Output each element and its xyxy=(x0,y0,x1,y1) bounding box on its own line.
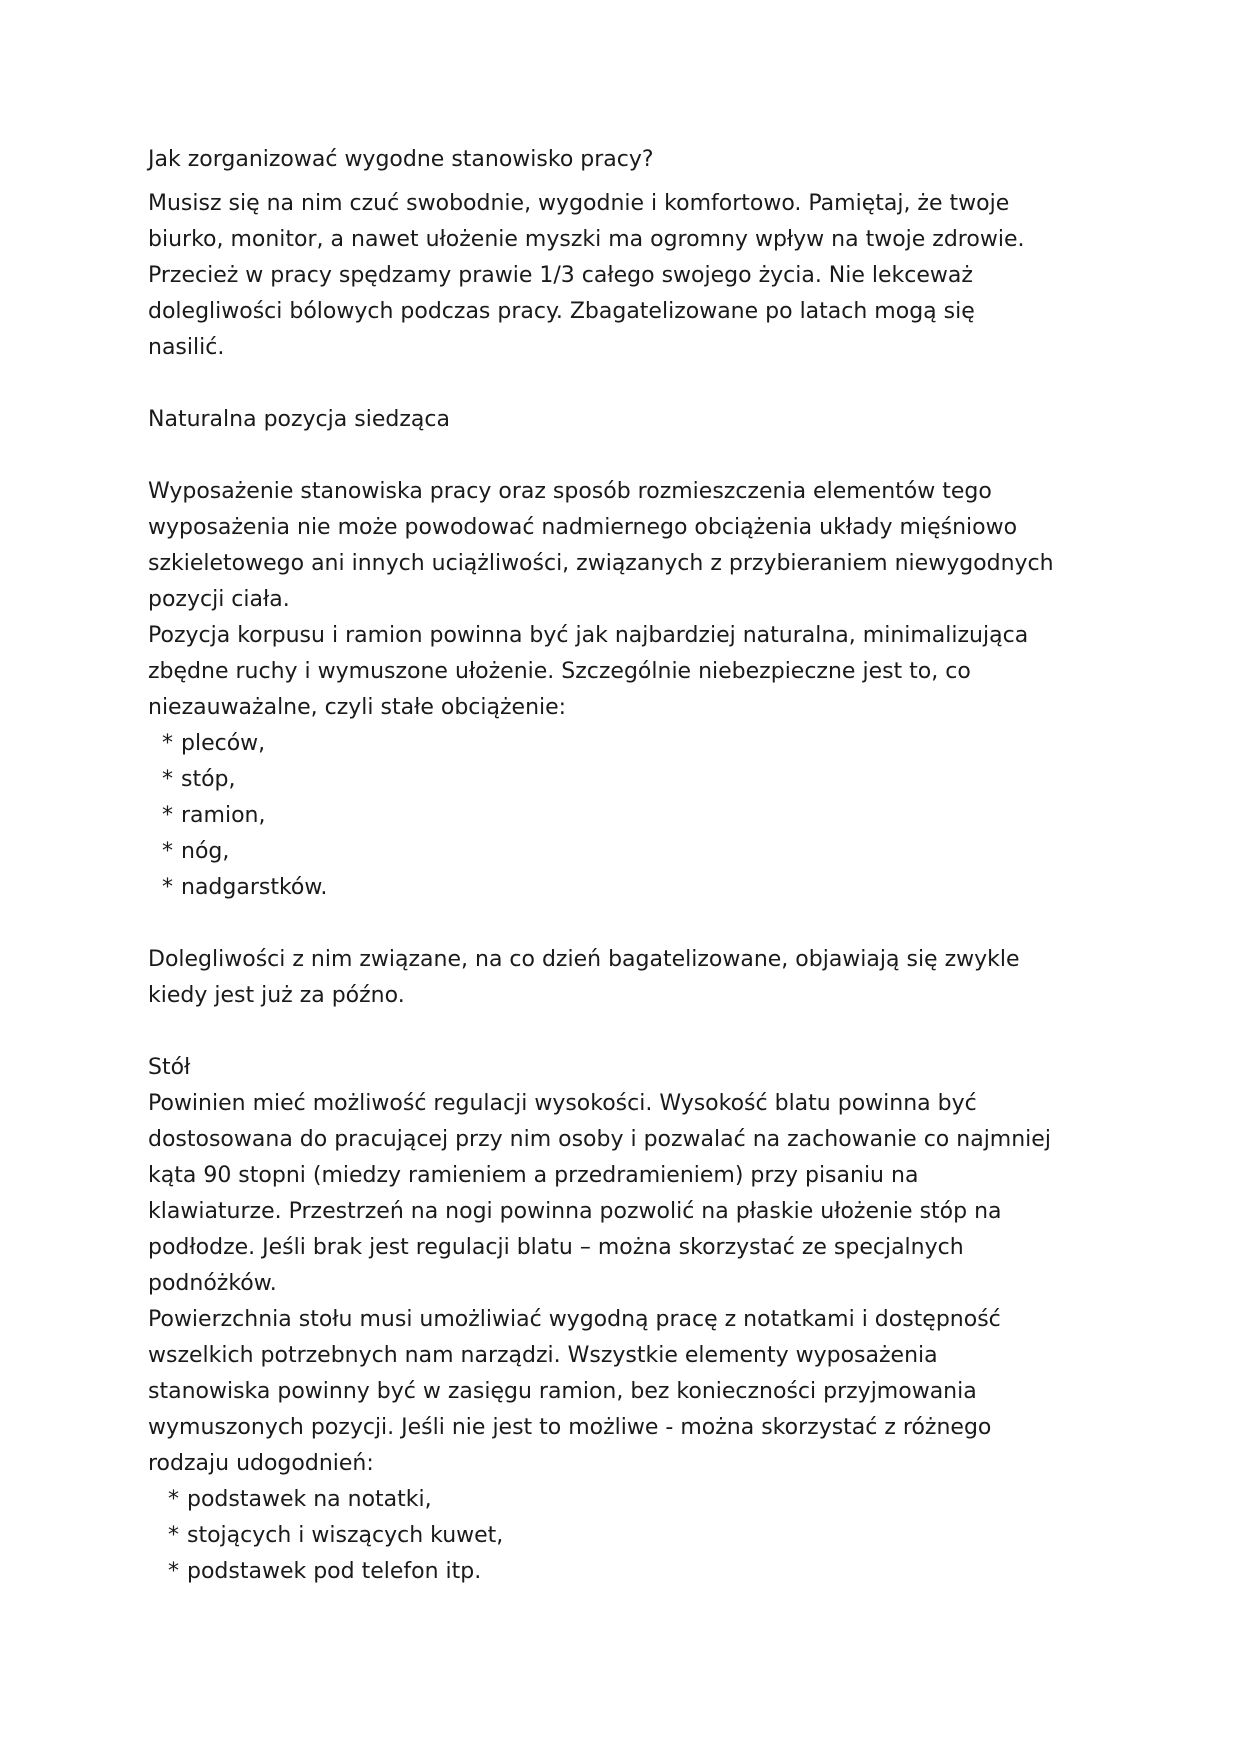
section-heading-table: Stół xyxy=(148,1055,191,1080)
list-item-text: pleców, xyxy=(181,731,266,756)
list-item xyxy=(148,762,1108,798)
table-list xyxy=(148,1482,1108,1590)
posture-list xyxy=(148,726,1108,906)
intro-paragraph: Musisz się na nim czuć swobodnie, wygodnie i komfortowo. Pamiętaj, że twoje biurko, monitor, a nawet ułożenie myszki ma ogromny wpływ na twoje zdrowie. Przecież w pracy spędzamy prawie 1/3 całego swojego życia. Nie lekceważ dolegliwości bólowych podczas pracy. Zbagatelizowane po latach mogą się nasilić. xyxy=(148,191,1025,360)
document-page xyxy=(148,142,1108,1590)
spacer xyxy=(148,906,1108,942)
spacer xyxy=(148,438,1108,474)
bullet-star: * xyxy=(162,803,173,828)
document-title: Jak zorganizować wygodne stanowisko pracy? xyxy=(148,147,654,172)
bullet-star: * xyxy=(168,1487,179,1512)
posture-paragraph-2: Pozycja korpusu i ramion powinna być jak najbardziej naturalna, minimalizująca zbędne ruchy i wymuszone ułożenie. Szczególnie niebezpieczne jest to, co niezauważalne, czyli stałe obciążenie: xyxy=(148,623,1029,720)
bullet-star: * xyxy=(162,839,173,864)
bullet-star: * xyxy=(168,1559,179,1584)
list-item-text: ramion, xyxy=(181,803,266,828)
list-item-text: stóp, xyxy=(181,767,236,792)
list-item-text: podstawek pod telefon itp. xyxy=(187,1559,482,1584)
bullet-star: * xyxy=(162,875,173,900)
section-heading-posture: Naturalna pozycja siedząca xyxy=(148,407,450,432)
spacer xyxy=(148,366,1108,402)
table-paragraph-2: Powierzchnia stołu musi umożliwiać wygodną pracę z notatkami i dostępność wszelkich potrzebnych nam narządzi. Wszystkie elementy wyposażenia stanowiska powinny być w zasięgu ramion, bez konieczności przyjmowania wymuszonych pozycji. Jeśli nie jest to możliwe - można skorzystać z różnego rodzaju udogodnień: xyxy=(148,1307,1001,1476)
list-item-text: podstawek na notatki, xyxy=(187,1487,432,1512)
list-item-text: nadgarstków. xyxy=(181,875,328,900)
table-paragraph-1: Powinien mieć możliwość regulacji wysokości. Wysokość blatu powinna być dostosowana do pracującej przy nim osoby i pozwalać na zachowanie co najmniej kąta 90 stopni (miedzy ramieniem a przedramieniem) przy pisaniu na klawiaturze. Przestrzeń na nogi powinna pozwolić na płaskie ułożenie stóp na podłodze. Jeśli brak jest regulacji blatu – można skorzystać ze specjalnych podnóżków. xyxy=(148,1091,1051,1296)
list-item xyxy=(148,870,1108,906)
list-item xyxy=(148,726,1108,762)
bullet-star: * xyxy=(168,1523,179,1548)
list-item xyxy=(148,1554,1108,1590)
posture-paragraph-3: Dolegliwości z nim związane, na co dzień bagatelizowane, objawiają się zwykle kiedy jest już za późno. xyxy=(148,947,1020,1008)
bullet-star: * xyxy=(162,731,173,756)
list-item-text: stojących i wiszących kuwet, xyxy=(187,1523,504,1548)
list-item xyxy=(148,834,1108,870)
list-item xyxy=(148,1518,1108,1554)
list-item-text: nóg, xyxy=(181,839,230,864)
list-item xyxy=(148,798,1108,834)
bullet-star: * xyxy=(162,767,173,792)
list-item xyxy=(148,1482,1108,1518)
spacer xyxy=(148,1014,1108,1050)
posture-paragraph-1: Wyposażenie stanowiska pracy oraz sposób rozmieszczenia elementów tego wyposażenia nie może powodować nadmiernego obciążenia układy mięśniowo szkieletowego ani innych uciążliwości, związanych z przybieraniem niewygodnych pozycji ciała. xyxy=(148,479,1054,612)
spacer xyxy=(148,178,1108,186)
